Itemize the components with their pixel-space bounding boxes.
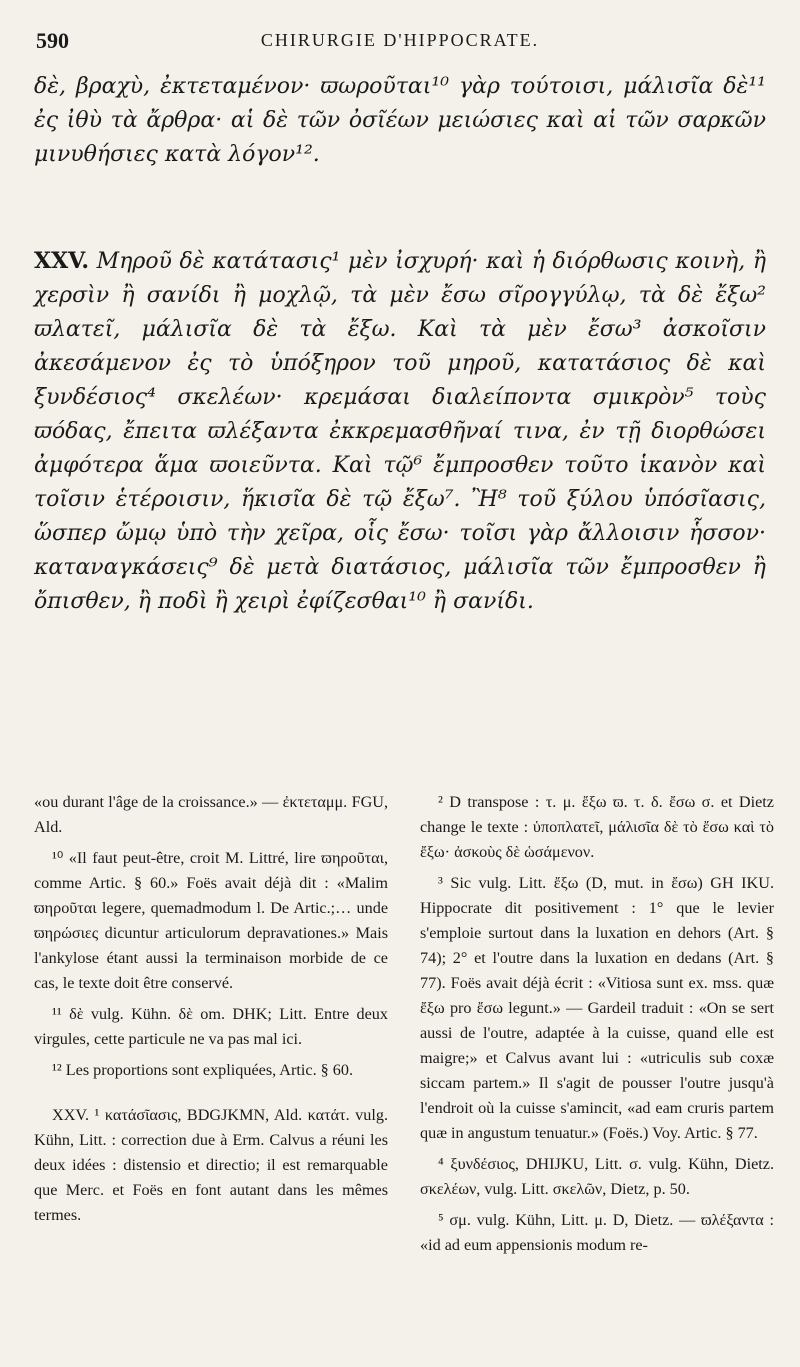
footnote: ¹¹ δὲ vulg. Kühn. δὲ om. DHK; Litt. Entre deux virgules, cette particule ne va pas mal ici. <box>34 1005 388 1048</box>
footnote: ² D transpose : τ. μ. ἔξω ϖ. τ. δ. ἔσω σ. et Dietz change le texte : ὑποπλατεῖ, μάλισῖα δὲ τὸ ἔσω καὶ τὸ ἔξω· ἀσκοὺς δὲ ὡσάμενον. <box>420 793 774 861</box>
page-number: 590 <box>36 28 69 53</box>
footnotes-left-column <box>34 790 388 1234</box>
section-text: Μηροῦ δὲ κατάτασις¹ μὲν ἰσχυρή· καὶ ἡ διόρθωσις κοινὴ, ἢ χερσὶν ἢ σανίδι ἢ μοχλῷ, τὰ μὲν ἔσω σῖρογγύλῳ, τὰ δὲ ἔξω² ϖλατεῖ, μάλισῖα δὲ τὰ ἔξω. Καὶ τὰ μὲν ἔσω³ ἀσκοῖσιν ἀκεσάμενον ἐς τὸ ὑπόξηρον τοῦ μηροῦ, κατατάσιος δὲ καὶ ξυνδέσιος⁴ σκελέων· κρεμάσαι διαλείποντα σμικρὸν⁵ τοὺς ϖόδας, ἔπειτα ϖλέξαντα ἐκκρεμασθῆναί τινα, ἐν τῇ διορθώσει ἀμφότερα ἅμα ϖοιεῦντα. Καὶ τῷ⁶ ἔμπροσθεν τοῦτο ἱκανὸν καὶ τοῖσιν ἑτέροισιν, ἥκισῖα δὲ τῷ ἔξω⁷. Ἢ⁸ τοῦ ξύλου ὑπόσῖασις, ὥσπερ ὤμῳ ὑπὸ τὴν χεῖρα, οἷς ἔσω· τοῖσι γὰρ ἄλλοισιν ἧσσον· καταναγκάσεις⁹ δὲ μετὰ διατάσιος, μάλισῖα τῶν ἔμπροσθεν ἢ ὄπισθεν, ἢ ποδὶ ἢ χειρὶ ἐφίζεσθαι¹⁰ ἢ σανίδι. <box>34 249 767 614</box>
spacer <box>34 1089 388 1103</box>
running-title: CHIRURGIE D'HIPPOCRATE. <box>260 30 540 50</box>
greek-paragraph-section-xxv <box>34 244 766 619</box>
footnote: ⁴ ξυνδέσιος, DHIJKU, Litt. σ. vulg. Kühn, Dietz. σκελέων, vulg. Litt. σκελῶν, Dietz, p. 50. <box>420 1155 774 1198</box>
page-header <box>36 28 764 58</box>
greek-paragraph-continuation: δὲ, βραχὺ, ἐκτεταμένον· ϖωροῦται¹⁰ γὰρ τούτοισι, μάλισῖα δὲ¹¹ ἐς ἰθὺ τὰ ἄρθρα· αἱ δὲ τῶν ὀσῖέων μειώσιες καὶ αἱ τῶν σαρκῶν μινυθήσιες κατὰ λόγον¹². <box>34 74 766 167</box>
footnote: «ou durant l'âge de la croissance.» — ἐκτεταμμ. FGU, Ald. <box>34 793 388 836</box>
footnotes-right-column <box>420 790 774 1264</box>
footnote: ³ Sic vulg. Litt. ἔξω (D, mut. in ἔσω) GH IKU. Hippocrate dit positivement : 1° que le levier s'emploie surtout dans la luxation en dehors (Art. § 74); 2° et l'outre dans la luxation en dedans (Art. § 77). Foës avait déjà écrit : «Vitiosa sunt ex. mss. quæ ἔξω pro ἔσω legunt.» — Gardeil traduit : «On se sert aussi de l'outre, adaptée à la cuisse, quand elle est maigre;» et Calvus avant lui : «utriculis sub coxæ siccam partem.» Il s'agit de pousser l'outre jusqu'à l'endroit où la cuisse s'amincit, «ad eam cruris partem quæ in angustum tenuatur.» (Foës.) Voy. Artic. § 77. <box>420 874 774 1142</box>
main-greek-text <box>34 70 766 619</box>
footnote: ¹⁰ «Il faut peut-être, croit M. Littré, lire ϖηροῦται, comme Artic. § 60.» Foës avait déjà dit : «Malim ϖηροῦται legere, quemadmodum l. De Artic.;… unde ϖηρώσιες dicuntur articulorum depravationes.» Mais l'ankylose étant aussi la terminaison morbide de ce cas, le texte doit être conservé. <box>34 849 388 992</box>
footnote: ⁵ σμ. vulg. Kühn, Litt. μ. D, Dietz. — ϖλέξαντα : «id ad eum appensionis modum re- <box>420 1211 774 1254</box>
footnote: XXV. ¹ κατάσῖασις, BDGJKMN, Ald. κατάτ. vulg. Kühn, Litt. : correction due à Erm. Calvus a réuni les deux idées : distensio et directio; il est remarquable que Merc. et Foës en font autant dans les mêmes termes. <box>34 1106 388 1224</box>
section-number: XXV. <box>34 248 90 274</box>
footnote: ¹² Les proportions sont expliquées, Artic. § 60. <box>52 1061 354 1079</box>
